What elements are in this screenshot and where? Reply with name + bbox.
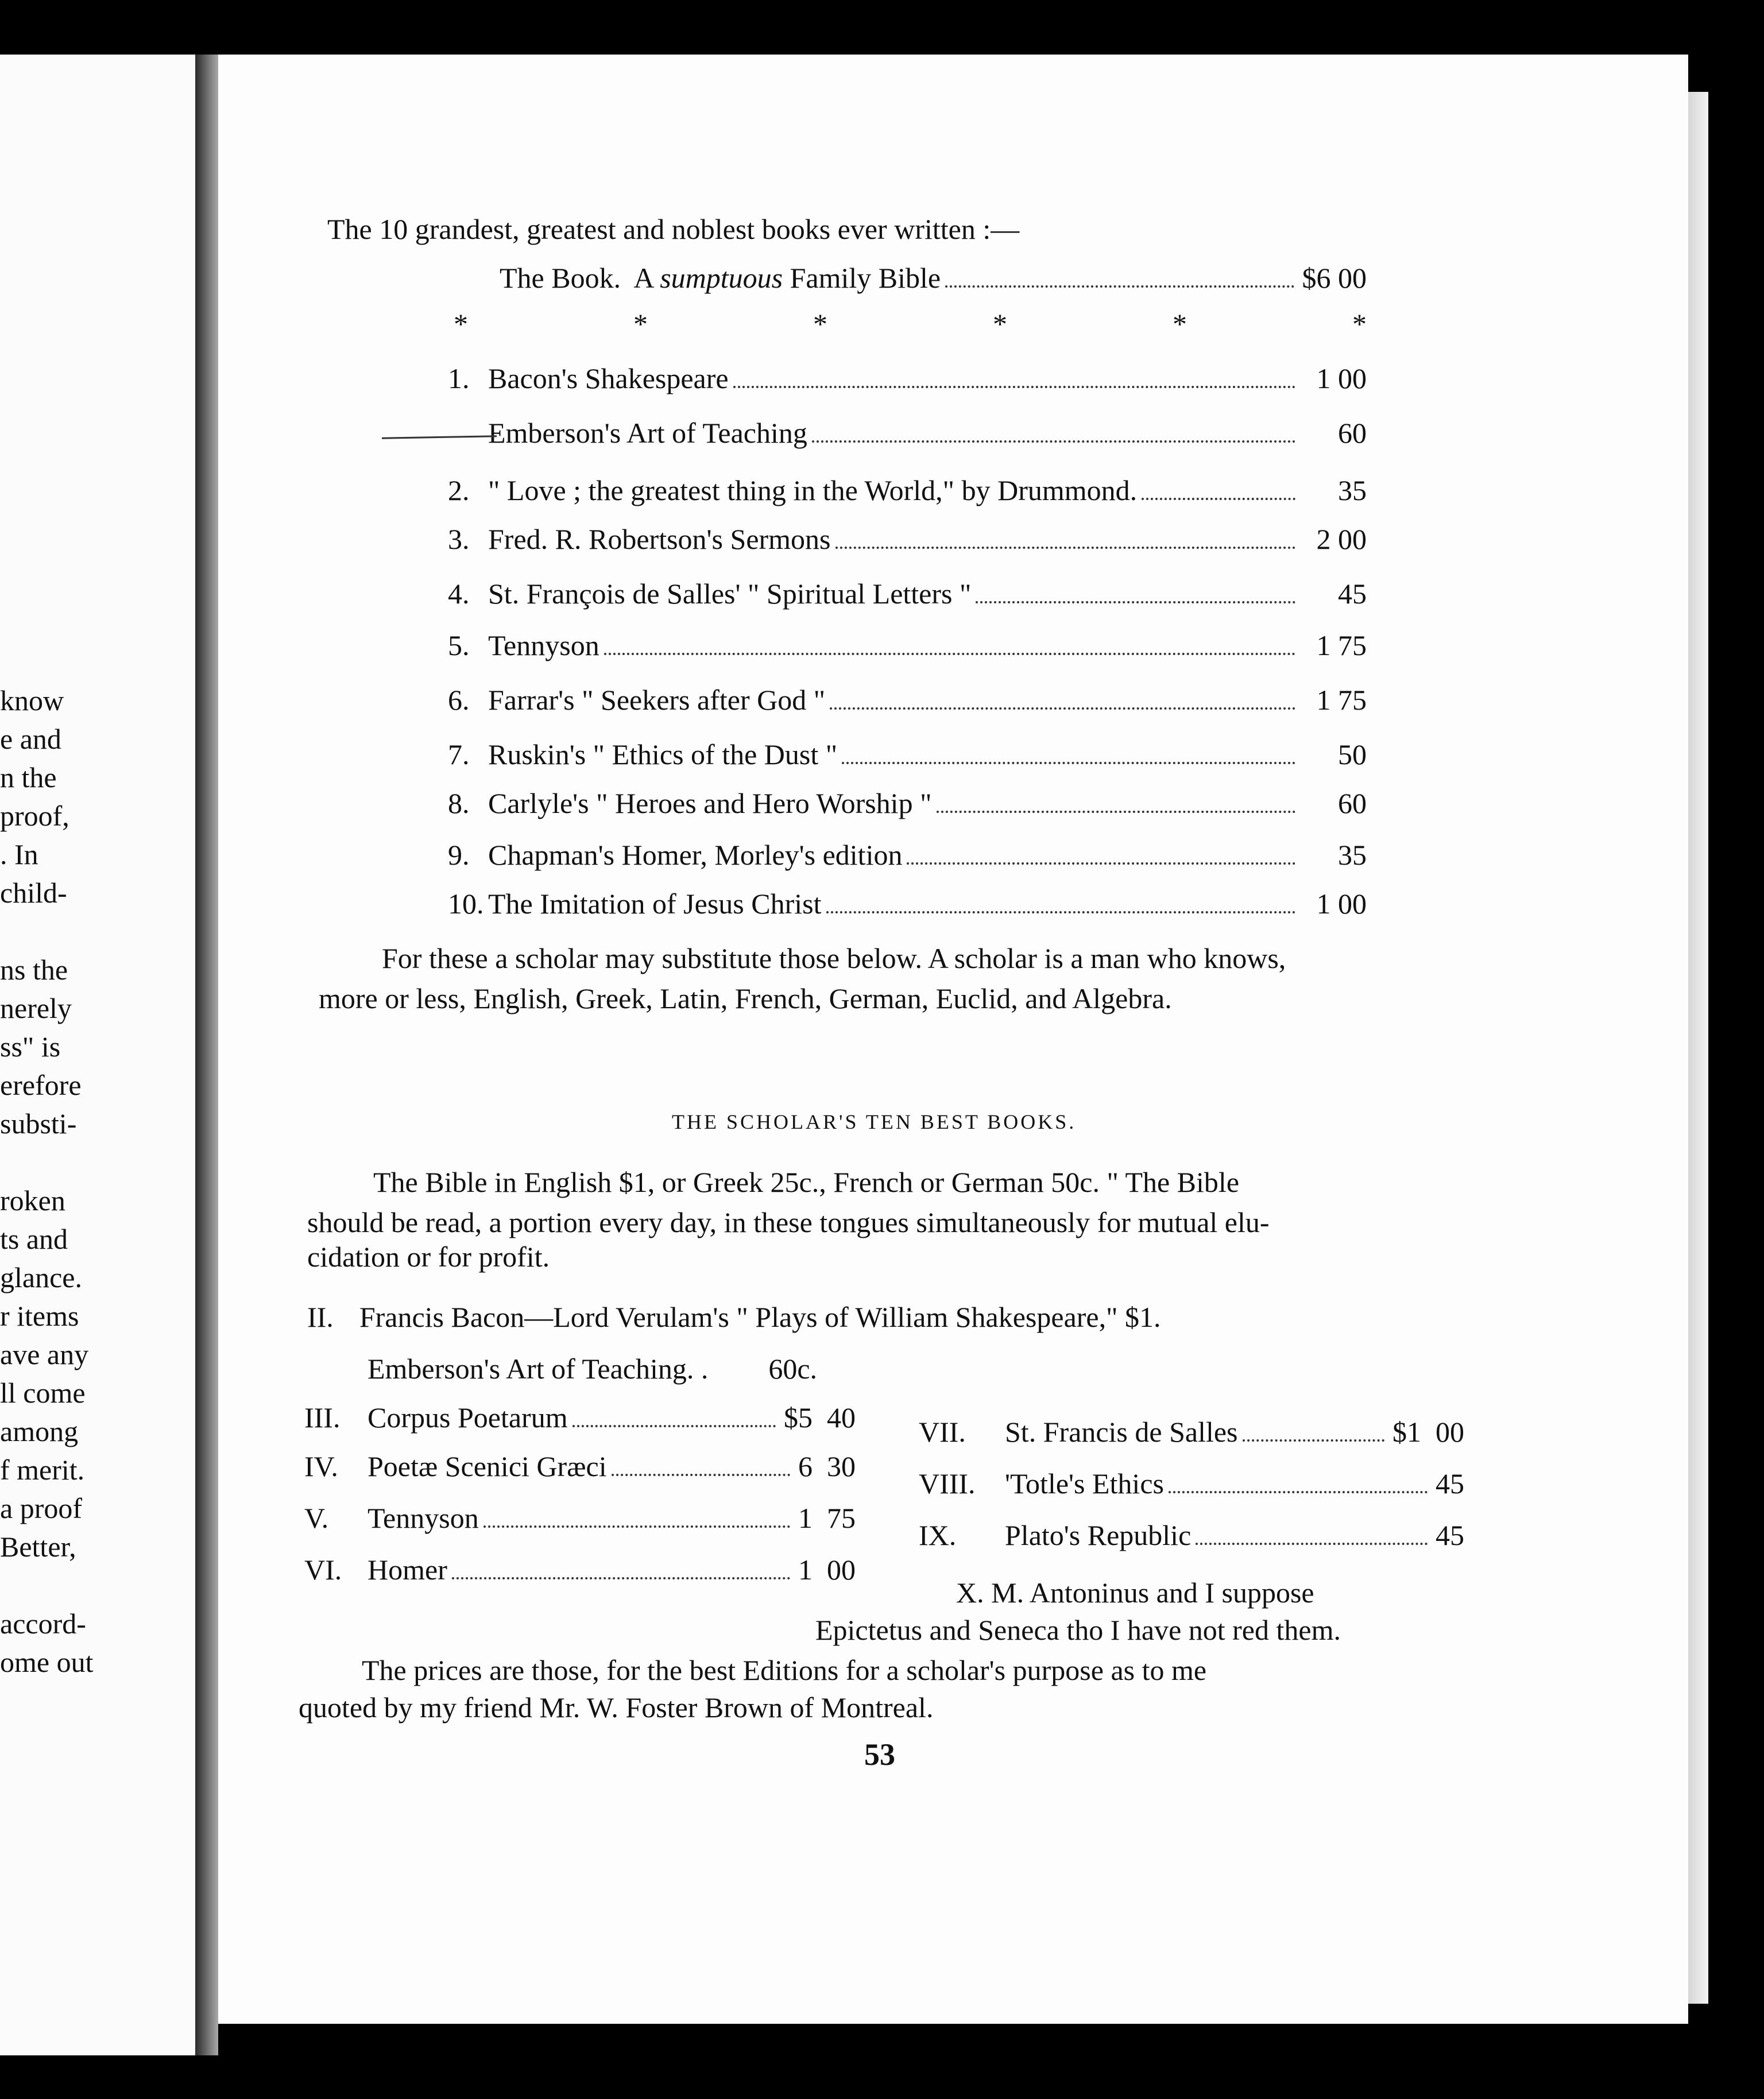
book-title: Chapman's Homer, Morley's edition: [488, 839, 903, 871]
left-page-fragment-line: Better,: [0, 1531, 76, 1563]
left-page-fragment-line: roken: [0, 1184, 65, 1217]
bible-prefix: The Book. A: [500, 262, 660, 294]
book-number: 4.: [448, 578, 470, 610]
left-page-fragment-line: accord-: [0, 1608, 86, 1640]
scholar-item-2: [307, 1300, 1161, 1334]
leader-dots: [812, 440, 1295, 443]
book-number: 3.: [448, 523, 470, 555]
leader-dots: [842, 762, 1295, 764]
book-number: 8.: [448, 787, 470, 819]
leader-dots: [572, 1425, 776, 1427]
bible-price: $6 00: [1302, 262, 1367, 294]
leader-dots: [733, 386, 1295, 388]
book-title: Emberson's Art of Teaching: [488, 417, 807, 449]
scholar-item-number: VIII.: [919, 1467, 976, 1500]
book-title: Tennyson: [488, 629, 599, 661]
leader-dots: [1196, 1543, 1428, 1545]
scholar-list-item: [304, 1553, 856, 1586]
scholar-item-number: IV.: [304, 1450, 338, 1482]
asterisk-divider: [454, 307, 1367, 340]
book-list-item: [448, 683, 1367, 717]
book-price: 1 75: [1316, 684, 1367, 716]
left-page-fragment-line: ave any: [0, 1338, 89, 1370]
book-title: " Love ; the greatest thing in the World," by Drummond.: [488, 474, 1138, 506]
left-page-fragment-line: among: [0, 1415, 79, 1447]
leader-dots: [1243, 1439, 1384, 1442]
left-page-fragment-line: f merit.: [0, 1454, 85, 1486]
book-number: 9.: [448, 839, 470, 871]
leader-dots: [907, 862, 1295, 865]
leader-dots: [1169, 1491, 1428, 1493]
left-page-fragment-line: nerely: [0, 992, 72, 1024]
leader-dots: [830, 707, 1295, 710]
left-page-fragment-line: e and: [0, 723, 61, 755]
book-number: 7.: [448, 738, 470, 770]
page-number: 53: [864, 1737, 895, 1772]
book-list-item: [448, 787, 1367, 820]
book-list-item: [448, 362, 1367, 395]
scholar-item-10-line-2: Epictetus and Seneca tho I have not red them.: [815, 1614, 1341, 1646]
left-page-fragment-line: erefore: [0, 1069, 82, 1101]
scholar-item-number: VI.: [304, 1554, 342, 1586]
scholar-list-item: [919, 1415, 1464, 1449]
scholar-item-number: III.: [304, 1401, 341, 1434]
book-price: 45: [1338, 578, 1367, 610]
left-page-fragment-line: substi-: [0, 1107, 77, 1140]
book-number: 10.: [448, 888, 484, 920]
asterisk-icon: *: [454, 308, 468, 340]
leader-dots: [976, 601, 1295, 603]
scholar-item-title: St. Francis de Salles: [1005, 1416, 1238, 1448]
closing-line-1: The prices are those, for the best Editions for a scholar's purpose as to me: [362, 1654, 1207, 1686]
scholar-item-price: 6 30: [798, 1450, 856, 1482]
scholar-item-10-line-1: X. M. Antoninus and I suppose: [956, 1577, 1314, 1609]
scholar-list-item: [304, 1501, 856, 1535]
left-page-fragment-line: a proof: [0, 1492, 82, 1524]
leader-dots: [1142, 498, 1295, 500]
bible-emphasis: sumptuous: [660, 262, 783, 294]
intro-line: The 10 grandest, greatest and noblest books ever written :—: [327, 213, 1020, 245]
leader-dots: [937, 811, 1296, 813]
book-list-item: [448, 474, 1367, 507]
scholar-item-2-num: II.: [307, 1301, 334, 1333]
scholar-item-price: 45: [1436, 1519, 1464, 1551]
closing-line-2: quoted by my friend Mr. W. Foster Brown of Montreal.: [299, 1691, 934, 1724]
scholar-list-item: [304, 1450, 856, 1483]
leader-dots: [945, 285, 1294, 288]
leader-dots: [826, 911, 1296, 913]
leader-dots: [612, 1474, 790, 1476]
book-title: The Imitation of Jesus Christ: [488, 888, 822, 920]
scholar-item-2-text: Francis Bacon—Lord Verulam's " Plays of William Shakespeare," $1.: [359, 1301, 1161, 1333]
bible-suffix: Family Bible: [783, 262, 941, 294]
scholar-item-price: $5 40: [784, 1401, 856, 1434]
book-title: Carlyle's " Heroes and Hero Worship ": [488, 787, 932, 819]
book-price: 35: [1338, 474, 1367, 506]
book-number: 1.: [448, 362, 470, 394]
scholar-item-2-sub-title: Emberson's Art of Teaching. .: [368, 1353, 709, 1385]
bible-line: [500, 261, 1367, 295]
scholar-item-price: $1 00: [1392, 1416, 1464, 1448]
asterisk-icon: *: [1173, 308, 1187, 340]
asterisk-icon: *: [1352, 308, 1367, 340]
scholar-item-price: 1 00: [798, 1554, 856, 1586]
scholar-item-title: Corpus Poetarum: [368, 1401, 568, 1434]
left-page-fragment-line: glance.: [0, 1261, 82, 1294]
scholar-item-number: V.: [304, 1502, 329, 1534]
left-page-fragment-line: . In: [0, 838, 38, 870]
book-price: 50: [1338, 738, 1367, 770]
substitute-line-2: more or less, English, Greek, Latin, French, German, Euclid, and Algebra.: [319, 982, 1172, 1014]
book-title: Fred. R. Robertson's Sermons: [488, 523, 831, 555]
book-list-item: [448, 416, 1367, 450]
left-page-fragment-line: proof,: [0, 800, 69, 832]
left-page-fragment-line: ss" is: [0, 1031, 61, 1063]
asterisk-icon: *: [633, 308, 648, 340]
scholar-item-number: IX.: [919, 1519, 957, 1551]
scholar-item-title: Tennyson: [368, 1502, 479, 1534]
book-price: 1 75: [1316, 629, 1367, 661]
leader-dots: [604, 653, 1295, 655]
right-page: [218, 55, 1688, 2024]
book-list-item: [448, 577, 1367, 610]
scholar-item-title: Homer: [368, 1554, 447, 1586]
scholar-list-item: [919, 1519, 1464, 1552]
book-price: 1 00: [1316, 362, 1367, 394]
left-page-fragment-line: ome out: [0, 1646, 94, 1678]
book-number: 2.: [448, 474, 470, 506]
leader-dots: [452, 1577, 790, 1579]
book-title: Bacon's Shakespeare: [488, 362, 729, 394]
book-list-item: [448, 522, 1367, 556]
book-price: 60: [1338, 787, 1367, 819]
left-page-fragment-line: child-: [0, 877, 67, 909]
left-page-fragment-line: know: [0, 684, 64, 717]
asterisk-icon: *: [813, 308, 827, 340]
leader-dots: [835, 547, 1295, 549]
scholar-list-item: [304, 1401, 856, 1434]
book-title: St. François de Salles' " Spiritual Letters ": [488, 578, 972, 610]
substitute-line-1: For these a scholar may substitute those below. A scholar is a man who knows,: [382, 942, 1286, 974]
book-price: 60: [1338, 417, 1367, 449]
book-price: 35: [1338, 839, 1367, 871]
bible-para-line-2: should be read, a portion every day, in these tongues simultaneously for mutual elu-: [307, 1206, 1270, 1238]
book-number: 5.: [448, 629, 470, 661]
left-page-fragment-line: n the: [0, 761, 57, 793]
scholar-item-title: 'Totle's Ethics: [1005, 1467, 1164, 1500]
scholar-list-item: [919, 1467, 1464, 1500]
book-number: 6.: [448, 684, 470, 716]
scholar-item-price: 45: [1436, 1467, 1464, 1500]
leader-dots: [483, 1525, 790, 1528]
book-list-item: [448, 629, 1367, 662]
left-page-fragment-line: ts and: [0, 1223, 68, 1255]
bible-para-line-1: The Bible in English $1, or Greek 25c., French or German 50c. " The Bible: [373, 1166, 1240, 1198]
left-page-fragment-line: r items: [0, 1300, 79, 1332]
book-list-item: [448, 738, 1367, 771]
scholar-item-2-sub-price: 60c.: [768, 1353, 818, 1385]
book-gutter: [195, 55, 218, 2055]
book-price: 1 00: [1316, 888, 1367, 920]
scholar-item-number: VII.: [919, 1416, 966, 1448]
book-title: Ruskin's " Ethics of the Dust ": [488, 738, 838, 770]
scholar-item-price: 1 75: [798, 1502, 856, 1534]
scholar-item-2-sub: [368, 1352, 817, 1385]
left-page-fragment-line: ll come: [0, 1377, 86, 1409]
book-title: Farrar's " Seekers after God ": [488, 684, 826, 716]
bible-para-line-3: cidation or for profit.: [307, 1241, 550, 1273]
scholar-item-title: Plato's Republic: [1005, 1519, 1192, 1551]
book-list-item: [448, 838, 1367, 872]
left-page-fragment-line: ns the: [0, 954, 68, 986]
book-list-item: [448, 887, 1367, 920]
book-price: 2 00: [1316, 523, 1367, 555]
scholar-heading: THE SCHOLAR'S TEN BEST BOOKS.: [672, 1110, 1077, 1133]
asterisk-icon: *: [993, 308, 1007, 340]
page-edge: [1688, 92, 1708, 2004]
scholar-item-title: Poetæ Scenici Græci: [368, 1450, 607, 1482]
